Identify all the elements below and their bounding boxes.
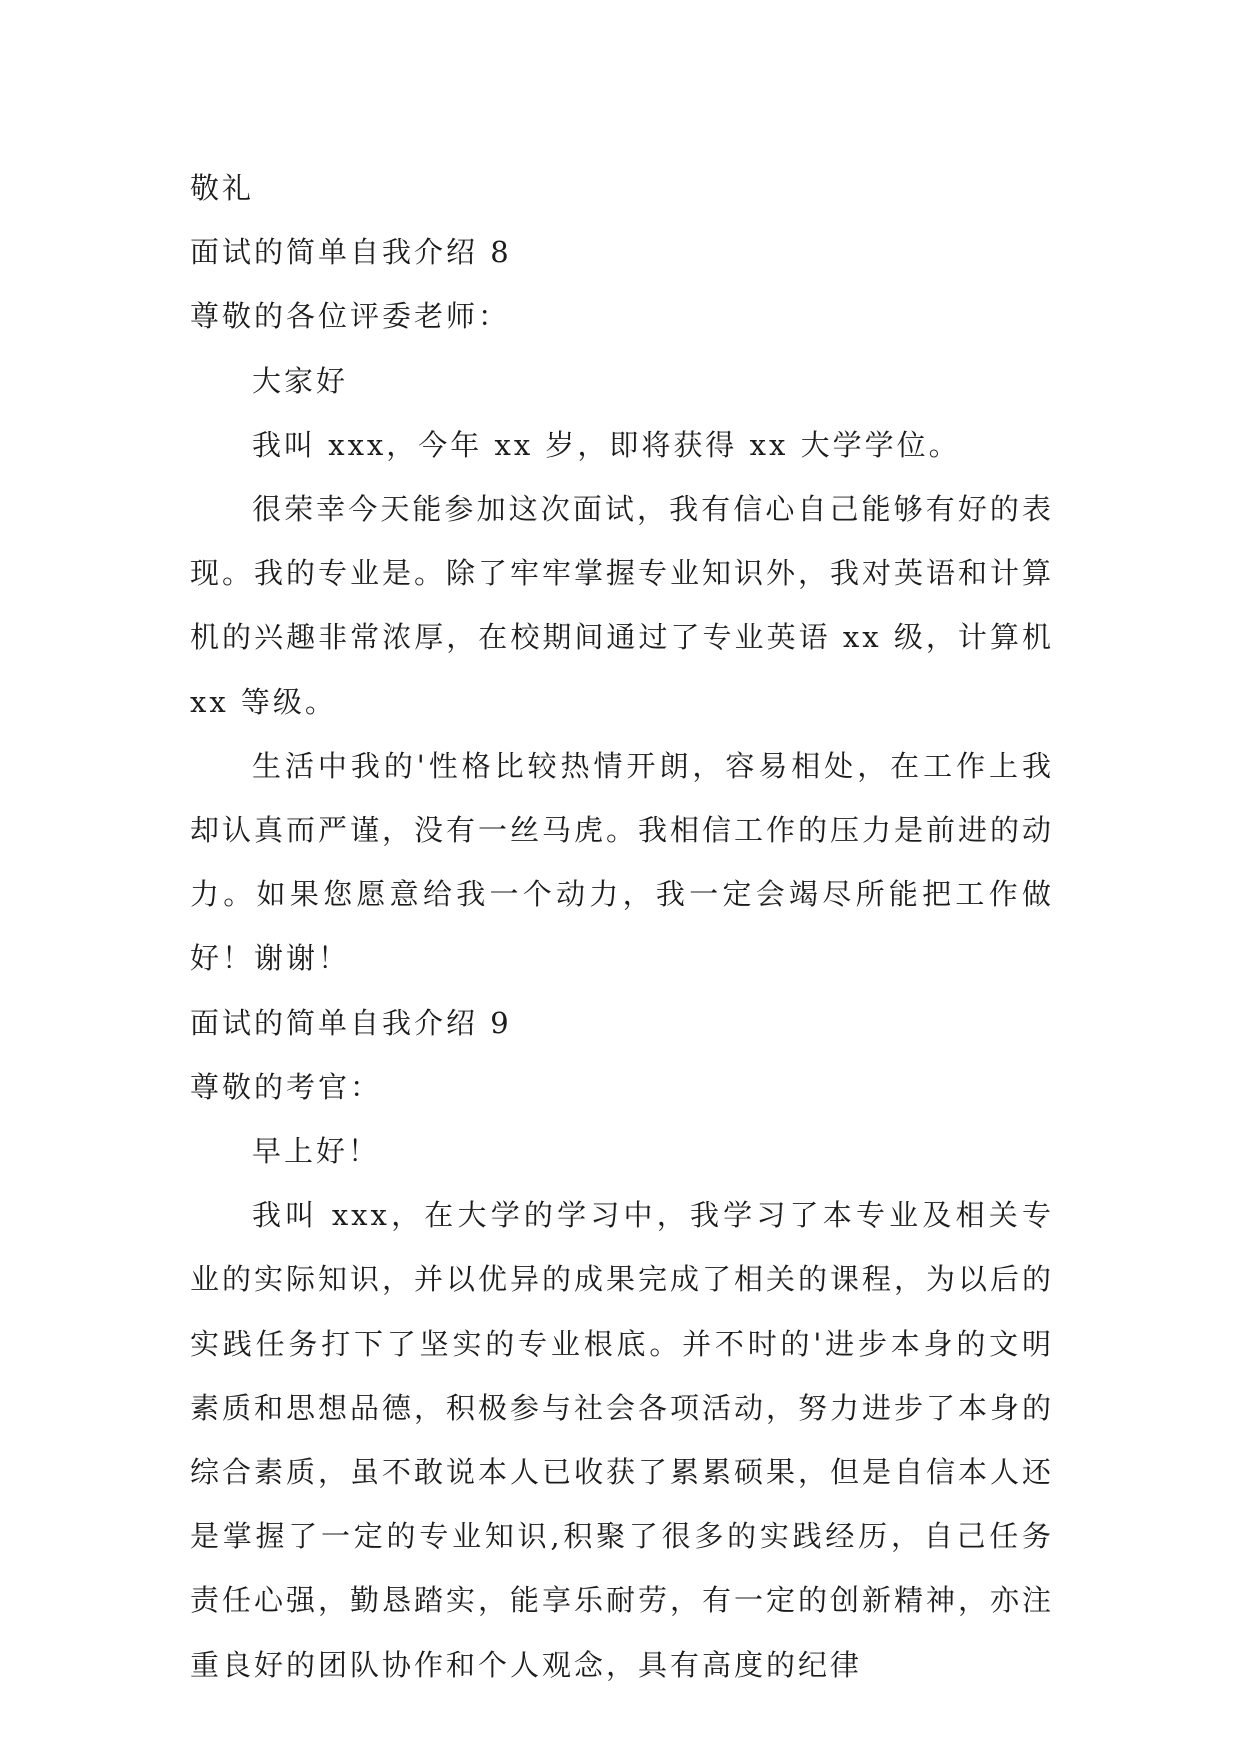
paragraph-9-1: 我叫 xxx，在大学的学习中，我学习了本专业及相关专业的实际知识，并以优异的成果完成了相关的课程，为以后的实践任务打下了坚实的专业根底。并不时的'进步本身的文明素质和思想品德，积极参与社会各项活动，努力进步了本身的综合素质，虽不敢说本人已收获了累累硕果，但是自信本人还是掌握了一定的专业知识,积聚了很多的实践经历，自己任务责任心强，勤恳踏实，能享乐耐劳，有一定的创新精神，亦注重良好的团队协作和个人观念，具有高度的纪律 <box>190 1198 1055 1682</box>
salutation-8: 尊敬的各位评委老师： <box>190 299 511 334</box>
section-heading-9: 面试的简单自我介绍 9 <box>190 1005 512 1040</box>
paragraph-8-2: 很荣幸今天能参加这次面试，我有信心自己能够有好的表现。我的专业是。除了牢牢掌握专业知识外，我对英语和计算机的兴趣非常浓厚，在校期间通过了专业英语 xx 级，计算机 xx 等级。 <box>190 492 1055 719</box>
section-heading-8: 面试的简单自我介绍 8 <box>190 235 512 270</box>
salutation-9: 尊敬的考官： <box>190 1069 383 1104</box>
paragraph-8-3: 生活中我的'性格比较热情开朗，容易相处，在工作上我却认真而严谨，没有一丝马虎。我相信工作的压力是前进的动力。如果您愿意给我一个动力，我一定会竭尽所能把工作做好！谢谢！ <box>190 748 1055 976</box>
paragraph-8-1: 我叫 xxx，今年 xx 岁，即将获得 xx 大学学位。 <box>252 427 961 462</box>
closing-line: 敬礼 <box>190 171 255 205</box>
greeting-9: 早上好！ <box>252 1134 381 1169</box>
greeting-8: 大家好 <box>252 363 349 398</box>
document-body <box>190 156 1054 1697</box>
